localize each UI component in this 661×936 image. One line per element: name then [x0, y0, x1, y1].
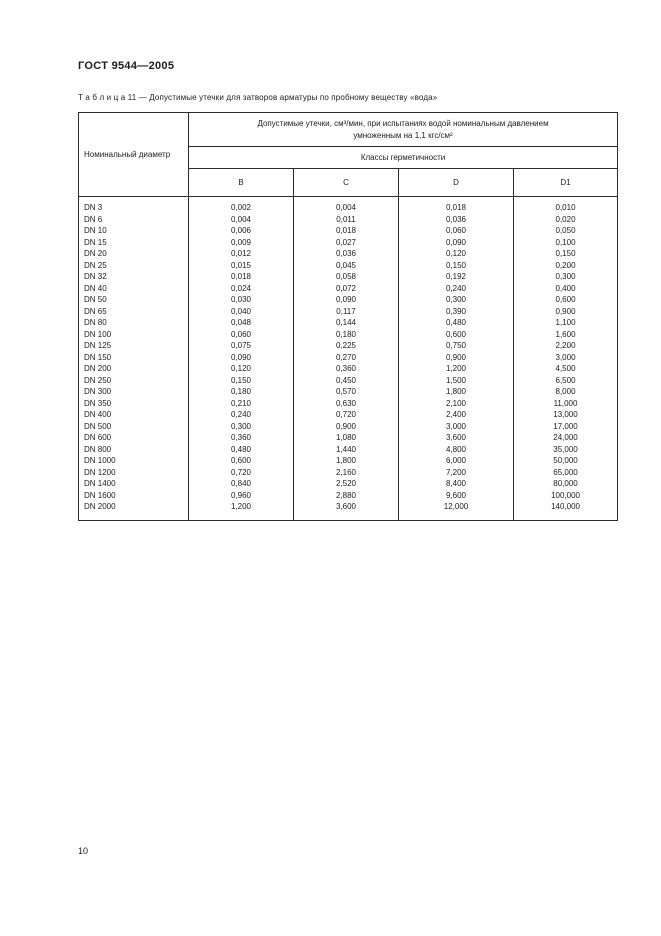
- cell-diameter: DN 150: [79, 352, 189, 364]
- col-header-tightness-classes: Классы герметичности: [189, 147, 618, 169]
- cell-leakage-value: 13,000: [514, 409, 618, 421]
- cell-leakage-value: 0,480: [189, 444, 294, 456]
- col-header-class-c: C: [294, 169, 399, 197]
- cell-leakage-value: 0,006: [189, 225, 294, 237]
- cell-diameter: DN 100: [79, 329, 189, 341]
- cell-leakage-value: 0,009: [189, 237, 294, 249]
- cell-diameter: DN 80: [79, 317, 189, 329]
- table-row: [79, 329, 618, 341]
- cell-diameter: DN 300: [79, 386, 189, 398]
- cell-leakage-value: 0,072: [294, 283, 399, 295]
- cell-leakage-value: 1,600: [514, 329, 618, 341]
- table-row: [79, 214, 618, 226]
- cell-leakage-value: 0,036: [399, 214, 514, 226]
- cell-leakage-value: 2,100: [399, 398, 514, 410]
- cell-leakage-value: 0,020: [514, 214, 618, 226]
- cell-leakage-value: 0,036: [294, 248, 399, 260]
- cell-leakage-value: 2,880: [294, 490, 399, 502]
- header-line-2: умноженным на 1,1 кгс/см²: [353, 130, 453, 140]
- cell-leakage-value: 0,090: [294, 294, 399, 306]
- cell-leakage-value: 0,192: [399, 271, 514, 283]
- table-row: [79, 294, 618, 306]
- cell-leakage-value: 0,004: [189, 214, 294, 226]
- cell-leakage-value: 0,240: [399, 283, 514, 295]
- cell-diameter: DN 500: [79, 421, 189, 433]
- table-row: [79, 225, 618, 237]
- cell-leakage-value: 0,015: [189, 260, 294, 272]
- cell-leakage-value: 0,450: [294, 375, 399, 387]
- cell-leakage-value: 0,002: [189, 197, 294, 214]
- cell-leakage-value: 50,000: [514, 455, 618, 467]
- col-header-class-b: B: [189, 169, 294, 197]
- cell-diameter: DN 600: [79, 432, 189, 444]
- cell-leakage-value: 0,750: [399, 340, 514, 352]
- cell-leakage-value: 17,000: [514, 421, 618, 433]
- cell-leakage-value: 0,048: [189, 317, 294, 329]
- cell-leakage-value: 0,004: [294, 197, 399, 214]
- cell-leakage-value: 4,500: [514, 363, 618, 375]
- table-row: [79, 386, 618, 398]
- cell-leakage-value: 65,000: [514, 467, 618, 479]
- cell-leakage-value: 0,240: [189, 409, 294, 421]
- cell-diameter: DN 125: [79, 340, 189, 352]
- cell-leakage-value: 0,011: [294, 214, 399, 226]
- table-row: [79, 490, 618, 502]
- table-row: [79, 398, 618, 410]
- cell-leakage-value: 11,000: [514, 398, 618, 410]
- page-number: 10: [78, 846, 89, 856]
- cell-diameter: DN 350: [79, 398, 189, 410]
- cell-leakage-value: 0,720: [294, 409, 399, 421]
- cell-leakage-value: 0,270: [294, 352, 399, 364]
- cell-leakage-value: 0,050: [514, 225, 618, 237]
- cell-leakage-value: 0,360: [294, 363, 399, 375]
- cell-leakage-value: 35,000: [514, 444, 618, 456]
- cell-leakage-value: 0,480: [399, 317, 514, 329]
- cell-leakage-value: 0,010: [514, 197, 618, 214]
- table-row: [79, 248, 618, 260]
- cell-leakage-value: 9,600: [399, 490, 514, 502]
- col-header-nominal-diameter: Номинальный диаметр: [79, 113, 189, 197]
- cell-leakage-value: 12,000: [399, 501, 514, 520]
- cell-leakage-value: 0,600: [189, 455, 294, 467]
- cell-diameter: DN 3: [79, 197, 189, 214]
- cell-leakage-value: 8,400: [399, 478, 514, 490]
- cell-leakage-value: 0,600: [399, 329, 514, 341]
- cell-leakage-value: 0,360: [189, 432, 294, 444]
- cell-leakage-value: 0,720: [189, 467, 294, 479]
- cell-leakage-value: 0,600: [514, 294, 618, 306]
- table-row: [79, 444, 618, 456]
- cell-leakage-value: 1,200: [189, 501, 294, 520]
- cell-diameter: DN 800: [79, 444, 189, 456]
- cell-leakage-value: 0,018: [399, 197, 514, 214]
- cell-diameter: DN 250: [79, 375, 189, 387]
- cell-leakage-value: 0,180: [189, 386, 294, 398]
- cell-diameter: DN 10: [79, 225, 189, 237]
- cell-leakage-value: 0,180: [294, 329, 399, 341]
- cell-diameter: DN 1200: [79, 467, 189, 479]
- table-row: [79, 317, 618, 329]
- cell-leakage-value: 0,024: [189, 283, 294, 295]
- cell-leakage-value: 0,060: [399, 225, 514, 237]
- cell-diameter: DN 1000: [79, 455, 189, 467]
- table-row: [79, 306, 618, 318]
- table-row: [79, 409, 618, 421]
- cell-leakage-value: 0,570: [294, 386, 399, 398]
- cell-leakage-value: 0,390: [399, 306, 514, 318]
- cell-leakage-value: 6,000: [399, 455, 514, 467]
- table-row: [79, 237, 618, 249]
- cell-leakage-value: 0,150: [189, 375, 294, 387]
- cell-leakage-value: 80,000: [514, 478, 618, 490]
- table-row: [79, 478, 618, 490]
- cell-diameter: DN 6: [79, 214, 189, 226]
- cell-diameter: DN 1400: [79, 478, 189, 490]
- cell-leakage-value: 0,075: [189, 340, 294, 352]
- cell-leakage-value: 3,000: [514, 352, 618, 364]
- cell-leakage-value: 0,630: [294, 398, 399, 410]
- cell-leakage-value: 7,200: [399, 467, 514, 479]
- leakage-table: [78, 112, 618, 521]
- cell-diameter: DN 50: [79, 294, 189, 306]
- cell-leakage-value: 2,400: [399, 409, 514, 421]
- table-row: [79, 421, 618, 433]
- cell-leakage-value: 1,800: [294, 455, 399, 467]
- cell-leakage-value: 0,090: [399, 237, 514, 249]
- cell-leakage-value: 0,840: [189, 478, 294, 490]
- cell-leakage-value: 0,900: [294, 421, 399, 433]
- table-row: [79, 363, 618, 375]
- cell-leakage-value: 0,900: [399, 352, 514, 364]
- cell-leakage-value: 0,090: [189, 352, 294, 364]
- cell-leakage-value: 0,012: [189, 248, 294, 260]
- table-row: [79, 260, 618, 272]
- cell-leakage-value: 2,520: [294, 478, 399, 490]
- cell-leakage-value: 0,300: [189, 421, 294, 433]
- cell-diameter: DN 2000: [79, 501, 189, 520]
- cell-leakage-value: 0,210: [189, 398, 294, 410]
- table-row: [79, 271, 618, 283]
- cell-leakage-value: 0,018: [189, 271, 294, 283]
- cell-diameter: DN 65: [79, 306, 189, 318]
- cell-leakage-value: 0,960: [189, 490, 294, 502]
- cell-leakage-value: 0,200: [514, 260, 618, 272]
- header-line-1: Допустимые утечки, см³/мин, при испытаниях водой номинальным давлением: [257, 118, 549, 128]
- table-row: [79, 432, 618, 444]
- table-row: [79, 352, 618, 364]
- cell-leakage-value: 0,120: [189, 363, 294, 375]
- cell-leakage-value: 0,120: [399, 248, 514, 260]
- cell-diameter: DN 400: [79, 409, 189, 421]
- cell-leakage-value: 0,058: [294, 271, 399, 283]
- cell-leakage-value: 1,100: [514, 317, 618, 329]
- table-row: [79, 455, 618, 467]
- cell-leakage-value: 8,000: [514, 386, 618, 398]
- cell-leakage-value: 1,080: [294, 432, 399, 444]
- cell-leakage-value: 6,500: [514, 375, 618, 387]
- cell-diameter: DN 15: [79, 237, 189, 249]
- cell-diameter: DN 200: [79, 363, 189, 375]
- cell-leakage-value: 0,150: [399, 260, 514, 272]
- cell-leakage-value: 1,500: [399, 375, 514, 387]
- cell-leakage-value: 140,000: [514, 501, 618, 520]
- cell-leakage-value: 0,045: [294, 260, 399, 272]
- cell-leakage-value: 3,000: [399, 421, 514, 433]
- cell-leakage-value: 0,027: [294, 237, 399, 249]
- cell-leakage-value: 0,117: [294, 306, 399, 318]
- cell-leakage-value: 0,400: [514, 283, 618, 295]
- cell-leakage-value: 0,060: [189, 329, 294, 341]
- cell-leakage-value: 1,440: [294, 444, 399, 456]
- table-row: [79, 283, 618, 295]
- header-row-main: [79, 113, 618, 147]
- col-header-class-d1: D1: [514, 169, 618, 197]
- table-body: [79, 197, 618, 521]
- cell-leakage-value: 0,040: [189, 306, 294, 318]
- table-row: [79, 467, 618, 479]
- table-row: [79, 340, 618, 352]
- cell-leakage-value: 0,150: [514, 248, 618, 260]
- cell-leakage-value: 100,000: [514, 490, 618, 502]
- cell-leakage-value: 0,300: [514, 271, 618, 283]
- cell-leakage-value: 3,600: [399, 432, 514, 444]
- cell-leakage-value: 2,160: [294, 467, 399, 479]
- cell-leakage-value: 24,000: [514, 432, 618, 444]
- table-row: [79, 197, 618, 214]
- cell-leakage-value: 0,225: [294, 340, 399, 352]
- cell-diameter: DN 20: [79, 248, 189, 260]
- cell-leakage-value: 1,800: [399, 386, 514, 398]
- table-header: [79, 113, 618, 197]
- cell-leakage-value: 2,200: [514, 340, 618, 352]
- cell-leakage-value: 3,600: [294, 501, 399, 520]
- cell-leakage-value: 0,300: [399, 294, 514, 306]
- table-caption: Т а б л и ц а 11 — Допустимые утечки для затворов арматуры по пробному веществу «вода»: [78, 93, 438, 102]
- cell-leakage-value: 0,144: [294, 317, 399, 329]
- cell-diameter: DN 40: [79, 283, 189, 295]
- cell-leakage-value: 0,900: [514, 306, 618, 318]
- cell-diameter: DN 25: [79, 260, 189, 272]
- cell-leakage-value: 1,200: [399, 363, 514, 375]
- doc-title: ГОСТ 9544—2005: [78, 60, 175, 72]
- col-header-class-d: D: [399, 169, 514, 197]
- table-row: [79, 375, 618, 387]
- table-row: [79, 501, 618, 520]
- col-header-allowed-leakage: [189, 113, 618, 147]
- cell-diameter: DN 1600: [79, 490, 189, 502]
- cell-diameter: DN 32: [79, 271, 189, 283]
- cell-leakage-value: 0,100: [514, 237, 618, 249]
- cell-leakage-value: 4,800: [399, 444, 514, 456]
- cell-leakage-value: 0,018: [294, 225, 399, 237]
- cell-leakage-value: 0,030: [189, 294, 294, 306]
